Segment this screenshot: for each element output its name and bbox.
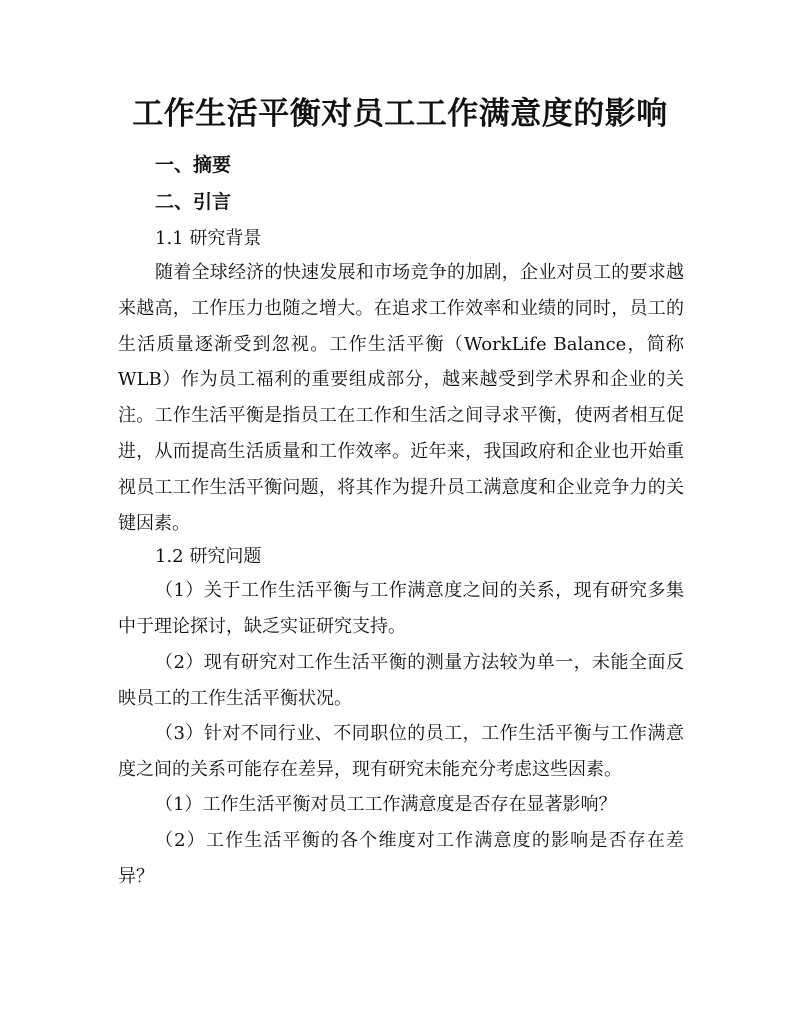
document-title: 工作生活平衡对员工工作满意度的影响 — [132, 96, 668, 132]
problem-paragraph: （3）针对不同行业、不同职位的员工，工作生活平衡与工作满意度之间的关系可能存在差异，现有研究未能充分考虑这些因素。 — [118, 723, 684, 780]
background-paragraph: 随着全球经济的快速发展和市场竞争的加剧，企业对员工的要求越来越高，工作压力也随之增大。在追求工作效率和业绩的同时，员工的生活质量逐渐受到忽视。工作生活平衡（WorkLife Balance，简称WLB）作为员工福利的重要组成部分，越来越受到学术界和企业的关注。工作生活平衡是指员工在工作和生活之间寻求平衡，使两者相互促进，从而提高生活质量和工作效率。近年来，我国政府和企业也开始重视员工工作生活平衡问题，将其作为提升员工满意度和企业竞争力的关键因素。 — [118, 262, 684, 534]
subsection-heading-problems: 1.2 研究问题 — [155, 546, 262, 567]
problem-paragraph: （2）现有研究对工作生活平衡的测量方法较为单一，未能全面反映员工的工作生活平衡状况。 — [118, 652, 684, 709]
section-heading-introduction: 二、引言 — [155, 191, 232, 213]
problem-paragraph: （1）关于工作生活平衡与工作满意度之间的关系，现有研究多集中于理论探讨，缺乏实证研究支持。 — [118, 580, 684, 637]
question-paragraph: （2）工作生活平衡的各个维度对工作满意度的影响是否存在差异？ — [118, 830, 684, 887]
question-paragraph: （1）工作生活平衡对员工工作满意度是否存在显著影响？ — [155, 794, 617, 815]
subsection-heading-background: 1.1 研究背景 — [155, 228, 262, 249]
section-heading-abstract: 一、摘要 — [155, 154, 232, 176]
